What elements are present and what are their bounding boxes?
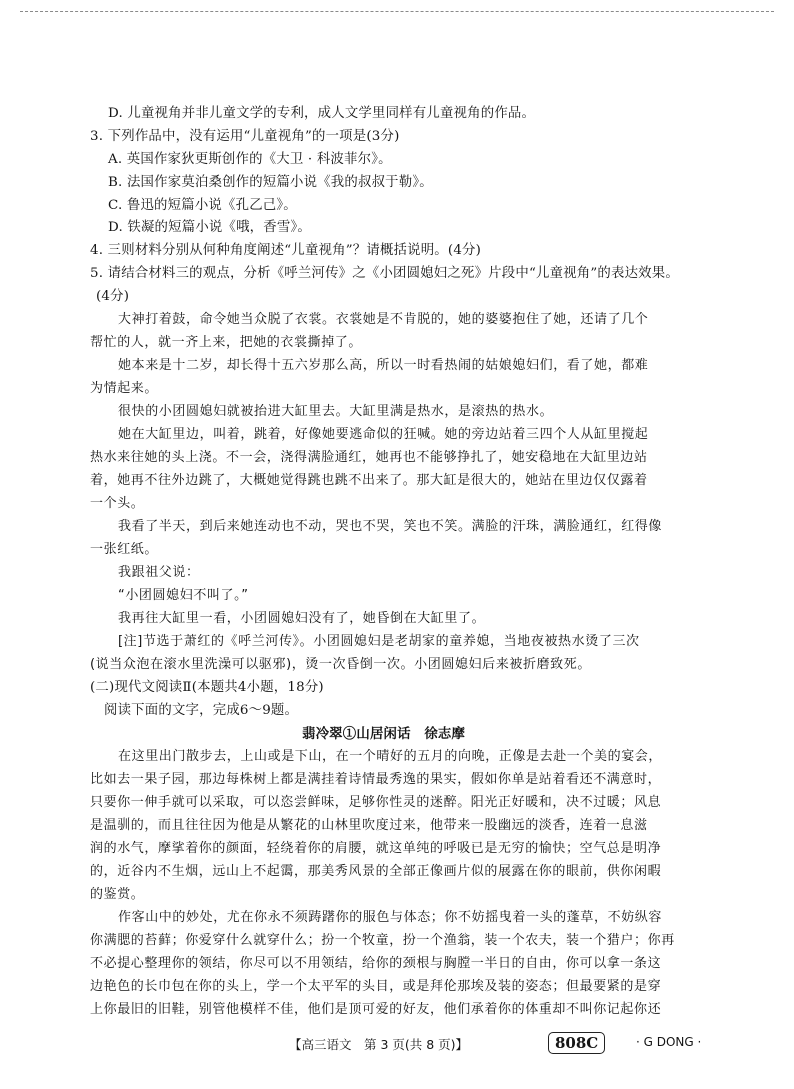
excerpt-line: “小团圆媳妇不叫了。” bbox=[118, 588, 249, 603]
section-heading: (二)现代文阅读Ⅱ(本题共4小题，18分) bbox=[90, 680, 324, 695]
excerpt-line: 很快的小团圆媳妇就被抬进大缸里去。大缸里满是热水，是滚热的热水。 bbox=[118, 404, 554, 419]
article-line: 边艳色的长巾包在你的头上，学一个太平军的头目，或是拜伦那埃及装的姿态；但最要紧的是穿 bbox=[90, 979, 662, 994]
page-footer bbox=[0, 1033, 794, 1057]
excerpt-line: 着，她再不往外边跳了，大概她觉得跳也跳不出来了。那大缸是很大的，她站在里边仅仅露着 bbox=[90, 473, 648, 488]
excerpt-line: 为情起来。 bbox=[90, 381, 159, 396]
excerpt-line: 她在大缸里边，叫着，跳着，好像她要逃命似的狂喊。她的旁边站着三四个人从缸里搅起 bbox=[118, 427, 649, 442]
option-3a: A. 英国作家狄更斯创作的《大卫 · 科波菲尔》。 bbox=[108, 152, 392, 167]
article-line: 的，近谷内不生烟，远山上不起霭，那美秀风景的全部正像画片似的展露在你的眼前，供你闲暇 bbox=[90, 864, 662, 879]
question-5-score: (4分) bbox=[96, 289, 130, 304]
excerpt-line: 我跟祖父说： bbox=[118, 565, 200, 580]
excerpt-line: 我看了半天，到后来她连动也不动，哭也不哭，笑也不笑。满脸的汗珠，满脸通红，红得像 bbox=[118, 519, 663, 534]
article-line: 的鉴赏。 bbox=[90, 887, 145, 902]
excerpt-line: 她本来是十二岁，却长得十五六岁那么高，所以一时看热闹的姑娘媳妇们，看了她，都难 bbox=[118, 358, 649, 373]
article-line: 在这里出门散步去，上山或是下山，在一个晴好的五月的向晚，正像是去赴一个美的宴会， bbox=[118, 749, 663, 764]
excerpt-line: 我再往大缸里一看，小团圆媳妇没有了，她昏倒在大缸里了。 bbox=[118, 611, 486, 626]
brand-mark: · G DONG · bbox=[636, 1035, 702, 1049]
excerpt-line: 帮忙的人，就一齐上来，把她的衣裳撕掉了。 bbox=[90, 335, 363, 350]
article-line: 不必提心整理你的领结，你尽可以不用领结，给你的颈根与胸膛一半日的自由，你可以拿一条这 bbox=[90, 956, 662, 971]
question-3: 3. 下列作品中，没有运用“儿童视角”的一项是(3分) bbox=[90, 129, 400, 144]
excerpt-note: (说当众泡在滚水里洗澡可以驱邪)，烫一次昏倒一次。小团圆媳妇后来被折磨致死。 bbox=[90, 657, 591, 672]
question-4: 4. 三则材料分别从何种角度阐述“儿童视角”？请概括说明。(4分) bbox=[90, 243, 482, 258]
excerpt-line: 一张红纸。 bbox=[90, 542, 159, 557]
excerpt-note: [注]节选于萧红的《呼兰河传》。小团圆媳妇是老胡家的童养媳，当地夜被热水烫了三次 bbox=[118, 634, 640, 649]
question-5: 5. 请结合材料三的观点，分析《呼兰河传》之《小团圆媳妇之死》片段中“儿童视角”的表达效果。 bbox=[90, 266, 679, 281]
article-title: 翡冷翠①山居闲话 徐志摩 bbox=[302, 726, 466, 742]
option-3c: C. 鲁迅的短篇小说《孔乙己》。 bbox=[108, 198, 297, 213]
article-line: 作客山中的妙处，尤在你永不须踌躇你的服色与体态；你不妨摇曳着一头的蓬草，不妨纵容 bbox=[118, 910, 663, 925]
top-dashed-rule bbox=[20, 11, 774, 12]
excerpt-line: 热水来往她的头上浇。不一会，浇得满脸通红，她再也不能够挣扎了，她安稳地在大缸里边站 bbox=[90, 450, 648, 465]
article-line: 比如去一果子园，那边每株树上都是满挂着诗情最秀逸的果实，假如你单是站着看还不满意时， bbox=[90, 772, 662, 787]
article-line: 是温驯的，而且往往因为他是从繁花的山林里吹度过来，他带来一股幽远的淡香，连着一息滋 bbox=[90, 818, 648, 833]
option-3b: B. 法国作家莫泊桑创作的短篇小说《我的叔叔于勒》。 bbox=[108, 175, 433, 190]
instruction: 阅读下面的文字，完成6～9题。 bbox=[104, 703, 299, 718]
paper-code: 808C bbox=[548, 1032, 605, 1054]
article-line: 只要你一伸手就可以采取，可以恣尝鲜味，足够你性灵的迷醉。阳光正好暖和，决不过暖；风息 bbox=[90, 795, 662, 810]
excerpt-line: 大神打着鼓，命令她当众脱了衣裳。衣裳她是不肯脱的，她的婆婆抱住了她，还请了几个 bbox=[118, 312, 649, 327]
page-number: 【高三语文 第 3 页(共 8 页)】 bbox=[289, 1037, 469, 1052]
option-2d: D. 儿童视角并非儿童文学的专利，成人文学里同样有儿童视角的作品。 bbox=[108, 106, 536, 121]
article-line: 润的水气，摩挲着你的颜面，轻绕着你的肩腰，就这单纯的呼吸已是无穷的愉快；空气总是明净 bbox=[90, 841, 662, 856]
excerpt-line: 一个头。 bbox=[90, 496, 145, 511]
article-line: 上你最旧的旧鞋，别管他模样不佳，他们是顶可爱的好友，他们承着你的体重却不叫你记起你还 bbox=[90, 1002, 662, 1017]
option-3d: D. 铁凝的短篇小说《哦，香雪》。 bbox=[108, 220, 311, 235]
article-line: 你满腮的苔藓；你爱穿什么就穿什么；扮一个牧童，扮一个渔翁，装一个农夫，装一个猎户；你再 bbox=[90, 933, 675, 948]
